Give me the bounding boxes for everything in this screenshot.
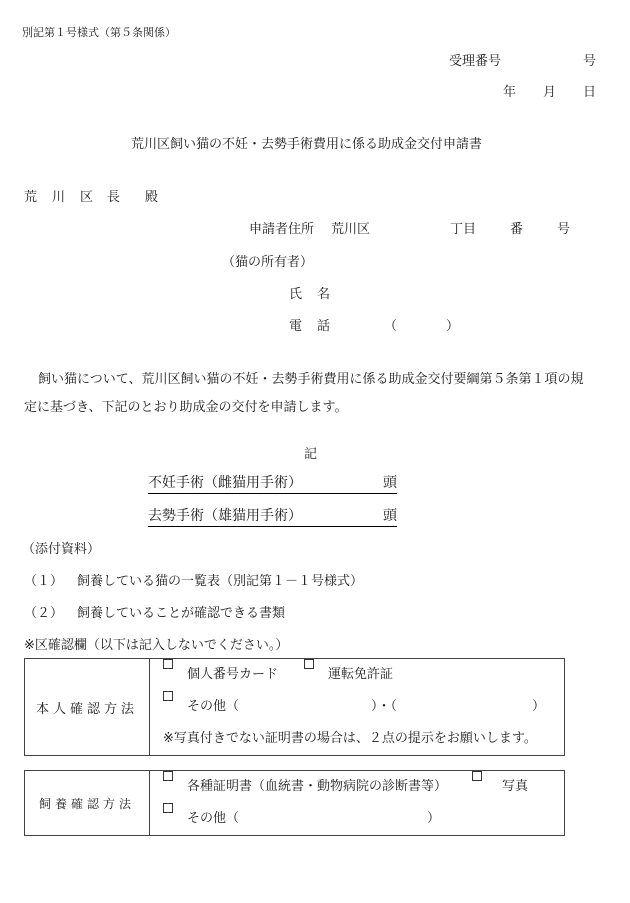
date-month: 月 [543,85,557,100]
surgery-spay-unit: 頭 [383,475,397,491]
addressee-4: 長 [107,190,121,205]
attachment-1-text: 飼養している猫の一覧表（別記第１－１号様式） [77,574,364,589]
applicant-address-prefix: 荒川区 [331,222,371,237]
certificates-checkbox[interactable] [163,771,173,781]
identity-other-checkbox[interactable] [163,691,173,701]
keeping-other-label: その他（ [187,811,240,826]
office-use-note: ※区確認欄（以下は記入しないでください。） [24,638,289,653]
identity-photo-note: ※写真付きでない証明書の場合は、２点の提示をお願いします。 [163,731,537,746]
photo-label: 写真 [502,779,529,794]
applicant-name-label-1: 氏 [289,287,303,302]
applicant-phone-open: （ [384,319,398,334]
license-checkbox[interactable] [304,659,314,669]
applicant-owner-label: （猫の所有者） [222,255,314,270]
applicant-ban: 番 [510,222,524,237]
certificates-label: 各種証明書（血統書・動物病院の診断書等） [187,779,448,794]
identity-other-close: ） [532,699,546,714]
license-label: 運転免許証 [328,667,394,682]
photo-checkbox[interactable] [472,771,482,781]
applicant-address-label: 申請者住所 [249,222,315,237]
attachments-heading: （添付資料） [22,542,101,557]
receipt-number-label: 受理番号 [449,54,502,69]
identity-other-separator: ）・（ [371,699,398,714]
addressee-3: 区 [80,190,94,205]
identity-other-label: その他（ [187,699,240,714]
keeping-options-cell [150,771,565,836]
keeping-label: 飼養確認方法 [25,771,150,836]
keeping-confirmation-table [24,770,565,836]
addressee-1: 荒 [24,190,38,205]
surgery-neuter-unit: 頭 [383,508,397,524]
date-year: 年 [503,85,517,100]
attachment-2-num: （２） [24,606,64,621]
body-line-2: 定に基づき、下記のとおり助成金の交付を申請します。 [24,400,348,415]
applicant-name-label-2: 名 [317,287,331,302]
applicant-phone-label-1: 電 [289,319,303,334]
body-line-1: 飼い猫について、荒川区飼い猫の不妊・去勢手術費用に係る助成金交付要綱第５条第１項の規 [38,372,584,387]
identity-label: 本人確認方法 [25,659,150,756]
receipt-number-unit: 号 [583,54,597,69]
form-reference: 別記第１号様式（第５条関係） [22,26,176,39]
surgery-row-spay [148,472,397,494]
keeping-other-checkbox[interactable] [163,803,173,813]
applicant-phone-close: ） [446,319,460,334]
surgery-neuter-label: 去勢手術（雄猫用手術） [148,508,302,524]
applicant-go: 号 [557,222,571,237]
addressee-2: 川 [52,190,66,205]
addressee-5: 殿 [145,190,159,205]
applicant-phone-label-2: 話 [317,319,331,334]
ki-heading: 記 [304,447,318,462]
date-day: 日 [583,85,597,100]
identity-confirmation-table [24,658,565,756]
attachment-1-num: （１） [24,574,64,589]
my-number-label: 個人番号カード [187,667,279,682]
my-number-checkbox[interactable] [163,659,173,669]
document-title: 荒川区飼い猫の不妊・去勢手術費用に係る助成金交付申請書 [131,137,483,152]
keeping-other-close: ） [427,811,441,826]
applicant-chome: 丁目 [450,222,477,237]
surgery-row-neuter [148,505,397,527]
attachment-2-text: 飼養していることが確認できる書類 [77,606,286,621]
surgery-spay-label: 不妊手術（雌猫用手術） [148,475,302,491]
identity-options-cell [150,659,565,756]
